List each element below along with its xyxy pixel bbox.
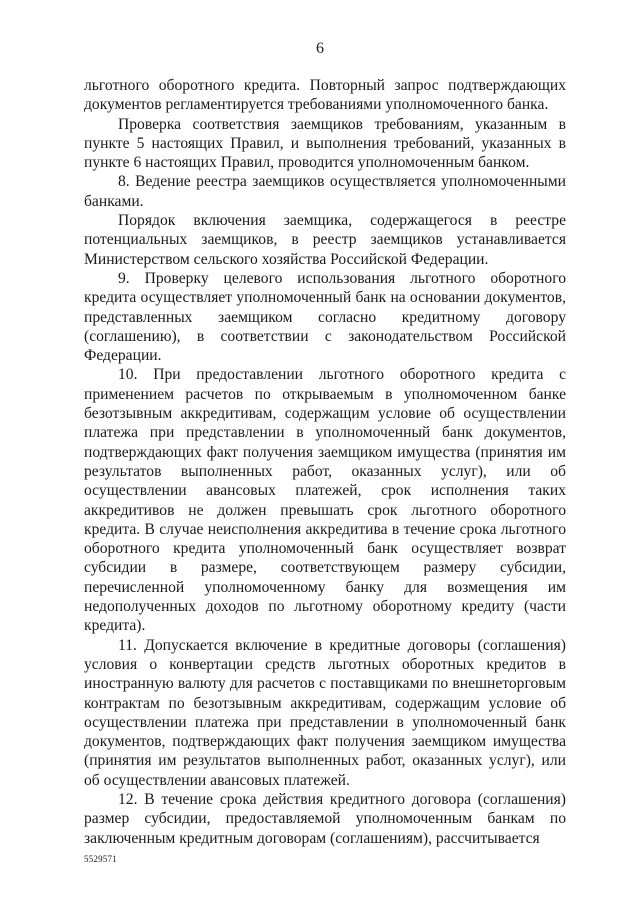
document-code: 5529571 (84, 854, 117, 864)
paragraph-continuation: льготного оборотного кредита. Повторный запрос подтверждающих документов регламентируется требованиями уполномоченного банка. (84, 77, 566, 114)
document-body (84, 76, 566, 848)
paragraph-registry-order: Порядок включения заемщика, содержащегося в реестре потенциальных заемщиков, в реестр заемщиков устанавливается Министерством сельского хозяйства Российской Федерации. (84, 212, 566, 268)
paragraph-8: 8. Ведение реестра заемщиков осуществляется уполномоченными банками. (84, 173, 566, 210)
page-number: 6 (316, 40, 324, 57)
paragraph-9: 9. Проверку целевого использования льготного оборотного кредита осуществляет уполномоченный банк на основании документов, представленных заемщиком согласно кредитному договору (соглашению), в соответствии с законодательством Российской Федерации. (84, 269, 566, 365)
paragraph-10: 10. При предоставлении льготного оборотного кредита с применением расчетов по открываемым в уполномоченном банке безотзывным аккредитивам, содержащим условие об осуществлении платежа при представлении в уполномоченный банк документов, подтверждающих факт получения заемщиком имущества (принятия им результатов выполненных работ, оказанных услуг), или об осуществлении авансовых платежей, срок исполнения таких аккредитивов не должен превышать срок льготного оборотного кредита. В случае неисполнения аккредитива в течение срока льготного оборотного кредита уполномоченный банк осуществляет возврат субсидии в размере, соответствующем размеру субсидии, перечисленной уполномоченному банку для возмещения им недополученных доходов по льготному оборотному кредиту (части кредита). (84, 366, 566, 635)
paragraph-11: 11. Допускается включение в кредитные договоры (соглашения) условия о конвертации средств льготных оборотных кредитов в иностранную валюту для расчетов с поставщиками по внешнеторговым контрактам по безотзывным аккредитивам, содержащим условие об осуществлении платежа при представлении в уполномоченный банк документов, подтверждающих факт получения заемщиком имущества (принятия им результатов выполненных работ, оказанных услуг), или об осуществлении авансовых платежей. (84, 636, 566, 789)
paragraph-verification: Проверка соответствия заемщиков требованиям, указанным в пункте 5 настоящих Правил, и выполнения требований, указанных в пункте 6 настоящих Правил, проводится уполномоченным банком. (84, 115, 566, 172)
paragraph-12: 12. В течение срока действия кредитного договора (соглашения) размер субсидии, предоставляемой уполномоченным банкам по заключенным кредитным договорам (соглашениям), рассчитывается (84, 790, 566, 847)
